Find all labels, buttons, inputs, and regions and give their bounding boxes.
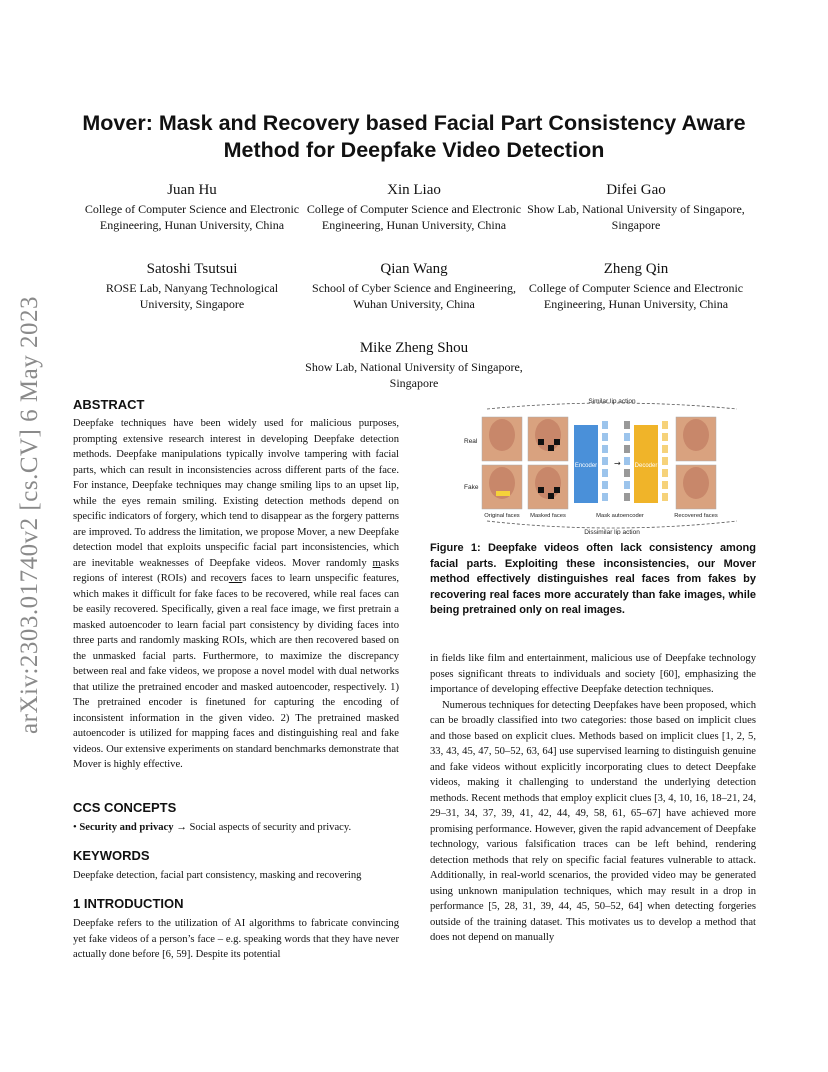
author-name: Zheng Qin xyxy=(603,261,669,277)
author-name: Difei Gao xyxy=(606,182,666,198)
token xyxy=(662,457,668,465)
arxiv-identifier: arXiv:2303.01740v2 [cs.CV] 6 May 2023 xyxy=(16,296,43,734)
mask-patch xyxy=(538,439,544,445)
token xyxy=(602,481,608,489)
real-row-label: Real xyxy=(464,438,478,445)
ccs-concepts: • Security and privacy → Social aspects of security and privacy. xyxy=(73,822,352,833)
author-affiliation: Show Lab, National University of Singapore, Singapore xyxy=(527,202,745,232)
abstract-body: Deepfake techniques have been widely used for malicious purposes, prompting extensive research interest in developing Deepfake detection methods. Deepfake manipulations typically involve tampering with facial parts, which can result in inconsistencies across different parts of the face. For instance, Deepfake techniques may change smiling lips to an upset lip, while the eyes remain smiling. Existing detection methods depend on specific indicators of forgery, which tend to disappear as the forgery patterns are improved. To address the limitation, we propose Mover, a new Deepfake detection model that exploits unspecific facial part inconsistencies, which are inevitable weaknesses of Deepfake videos. Mover randomly masks regions of interest (ROIs) and recovers faces to learn unspecific features, which makes it difficult for fake faces to be recovered, while real faces can be easily recovered. Specifically, given a real face image, we first pretrain a masked autoencoder to learn facial part consistency by dividing faces into three parts and randomly masking ROIs, which are then recovered based on the unmasked facial parts. Furthermore, to maximize the discrepancy between real and fake videos, we propose a novel model with dual networks that utilize the pretrained encoder and masked autoencoder, respectively. 1) The pretrained encoder is finetuned for capturing the encoding of inconsistent information in the given video. 2) The pretrained masked autoencoder is utilized for mapping faces and distinguishing real and fake videos. Our extensive experiments on standard benchmarks demonstrate that Mover is highly effective. xyxy=(73,418,399,770)
face-shape xyxy=(489,419,515,451)
author-name: Qian Wang xyxy=(380,261,448,277)
token xyxy=(624,445,630,453)
token xyxy=(602,421,608,429)
keywords-heading: KEYWORDS xyxy=(73,848,150,863)
token xyxy=(624,433,630,441)
fake-lip-highlight xyxy=(496,491,510,496)
author-name: Xin Liao xyxy=(387,182,441,198)
dissimilar-lip-label: Dissimilar lip action xyxy=(584,529,640,535)
mask-patch xyxy=(548,493,554,499)
paper-title: Mover: Mask and Recovery based Facial Part Consistency Aware Method for Deepfake Video Detection xyxy=(82,111,746,162)
author-block xyxy=(526,259,746,312)
token xyxy=(662,445,668,453)
similar-lip-label: Similar lip action xyxy=(588,398,636,405)
keywords-text: Deepfake detection, facial part consistency, masking and recovering xyxy=(73,870,362,881)
token xyxy=(602,457,608,465)
token xyxy=(624,469,630,477)
introduction-right-text: in fields like film and entertainment, malicious use of Deepfake technology poses significant threats to individuals and society [60], emphasizing the importance of developing effective Deepfake detection techniques. Numerous techniques for detecting Deepfakes have been proposed, which can be broadly classified into two categories: those based on implicit clues and those based on explicit clues. Methods based on implicit clues [1, 2, 5, 33, 43, 45, 47, 50–52, 63, 64] use supervised learning to distinguish genuine and fake videos without explicitly incorporating clues to detect Deepfake videos, making it challenging to understand the underlying detection methods. Recent methods that employ explicit clues [3, 4, 10, 16, 18–21, 24, 29–31, 34, 37, 39, 41, 42, 44, 49, 58, 61, 65–67] have achieved more promising performance. However, given the rapid advancement of Deepfake technology, various falsification traces can be left behind, rendering detection methods that rely on specific facial features vulnerable to attack. Additionally, in real-world scenarios, the provided video may be generated using unknown manipulation techniques, which may result in a drop in performance [5, 28, 31, 39, 44, 45, 50–52, 64] when detecting forgeries outside of the training dataset. This motivates us to develop a method that does not depend on manually xyxy=(430,653,756,943)
introduction-heading: 1 INTRODUCTION xyxy=(73,896,184,911)
mask-patch xyxy=(554,439,560,445)
author-affiliation: College of Computer Science and Electronic Engineering, Hunan University, China xyxy=(84,202,300,232)
author-affiliation: College of Computer Science and Electronic Engineering, Hunan University, China xyxy=(306,202,522,232)
token xyxy=(624,481,630,489)
token xyxy=(602,469,608,477)
face-shape xyxy=(683,467,709,499)
author-block xyxy=(304,180,524,233)
encoder-label: Encoder xyxy=(574,463,598,469)
author-affiliation: School of Cyber Science and Engineering, Wuhan University, China xyxy=(312,281,516,311)
token xyxy=(602,493,608,501)
author-name: Satoshi Tsutsui xyxy=(146,261,238,277)
author-block xyxy=(526,180,746,233)
figure-1-caption: Figure 1: Deepfake videos often lack consistency among facial parts. Exploiting these inconsistencies, our Mover method effectively distinguishes real faces from fakes by recovering real faces more accurately than fake images, while being pretrained only on real images. xyxy=(430,542,756,616)
author-block xyxy=(304,259,524,312)
token xyxy=(624,457,630,465)
token xyxy=(662,421,668,429)
token xyxy=(624,421,630,429)
author-name: Juan Hu xyxy=(167,182,217,198)
mask-autoencoder-label: Mask autoencoder xyxy=(596,513,644,519)
original-faces-label: Original faces xyxy=(484,513,520,519)
abstract-heading: ABSTRACT xyxy=(73,397,145,412)
token xyxy=(662,469,668,477)
face-shape xyxy=(683,419,709,451)
author-affiliation: College of Computer Science and Electronic Engineering, Hunan University, China xyxy=(528,281,744,311)
dissimilar-arc xyxy=(487,521,737,528)
token xyxy=(662,481,668,489)
arrow-icon: → xyxy=(614,459,621,468)
author-affiliation: ROSE Lab, Nanyang Technological University, Singapore xyxy=(105,281,279,311)
author-block xyxy=(304,338,524,391)
mask-patch xyxy=(548,445,554,451)
figure-svg xyxy=(452,395,762,535)
ccs-heading: CCS CONCEPTS xyxy=(73,800,177,815)
mask-patch xyxy=(554,487,560,493)
recovered-faces-label: Recovered faces xyxy=(674,513,718,519)
token xyxy=(624,493,630,501)
mask-patch xyxy=(538,487,544,493)
introduction-left-text: Deepfake refers to the utilization of AI algorithms to fabricate convincing yet fake videos of a person’s face – e.g. speaking words that they have never actually done before [6, 59]. Despite its potential xyxy=(73,918,399,960)
token xyxy=(602,433,608,441)
token xyxy=(662,493,668,501)
author-block xyxy=(82,180,302,233)
author-affiliation: Show Lab, National University of Singapore, Singapore xyxy=(305,360,523,390)
token xyxy=(602,445,608,453)
author-name: Mike Zheng Shou xyxy=(359,340,469,356)
decoder-label: Decoder xyxy=(634,463,658,469)
token xyxy=(662,433,668,441)
author-block xyxy=(82,259,302,312)
masked-faces-label: Masked faces xyxy=(530,513,566,519)
fake-row-label: Fake xyxy=(464,484,479,491)
figure-1-diagram xyxy=(452,395,762,535)
